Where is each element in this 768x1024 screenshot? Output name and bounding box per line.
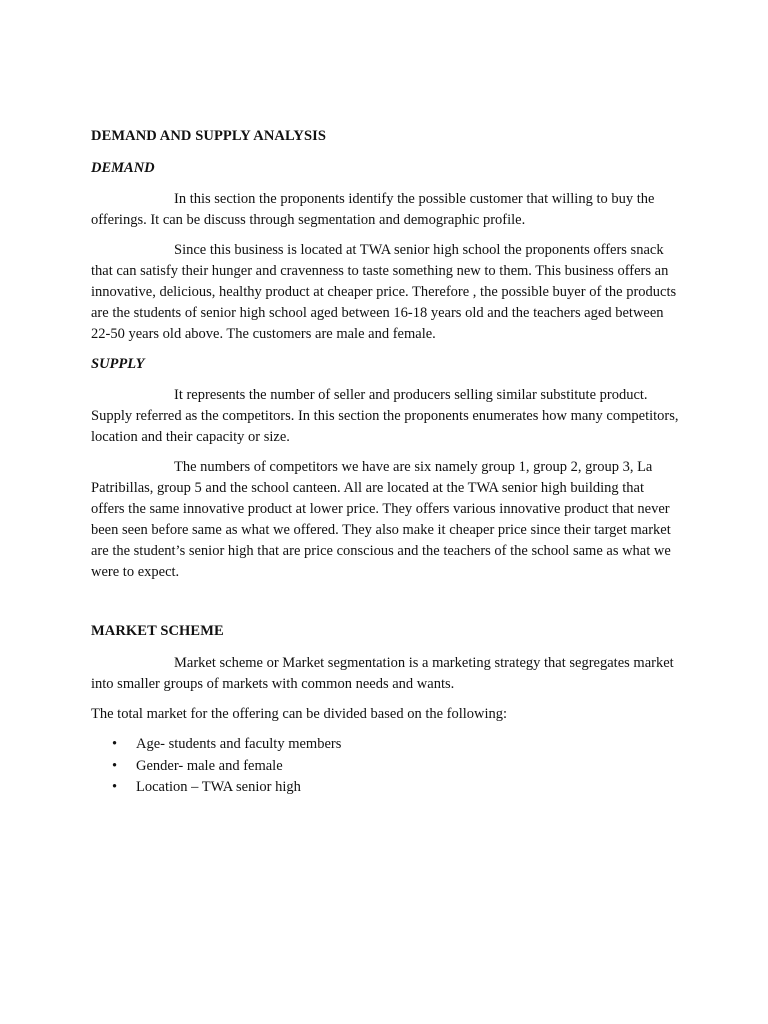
document-page [91,126,681,799]
bullet-icon: • [112,779,118,795]
list-item-text: Location – TWA senior high [136,779,301,795]
list-item [91,756,681,777]
market-scheme-paragraph-1: Market scheme or Market segmentation is a marketing strategy that segregates market into smaller groups of markets with common needs and wants. [91,655,674,692]
bullet-icon: • [112,757,118,774]
demand-heading: DEMAND [91,160,155,176]
demand-paragraph-2: Since this business is located at TWA senior high school the proponents offers snack that can satisfy their hunger and cravenness to taste something new to them. This business offers an innovative, delicious, healthy product at cheaper price. Therefore , the possible buyer of the products are the students of senior high school aged between 16-18 years old and the teachers aged between 22-50 years old above. The customers are male and female. [91,242,677,342]
section-spacer [91,592,681,621]
list-item [91,734,681,755]
market-scheme-intro: The total market for the offering can be divided based on the following: [91,706,508,722]
bullet-icon: • [112,736,118,752]
list-item-text: Gender- male and female [136,757,283,774]
supply-paragraph-1: It represents the number of seller and producers selling similar substitute product. Supply referred as the competitors. In this section the proponents enumerates how many competitors, location and their capacity or size. [91,387,679,445]
list-item [91,777,681,798]
document-title: DEMAND AND SUPPLY ANALYSIS [91,128,327,144]
demand-paragraph-1: In this section the proponents identify the possible customer that willing to buy the offerings. It can be discuss through segmentation and demographic profile. [91,191,655,228]
list-item-text: Age- students and faculty members [136,736,342,752]
supply-heading: SUPPLY [91,356,145,372]
market-scheme-heading: MARKET SCHEME [91,623,224,639]
supply-paragraph-2: The numbers of competitors we have are six namely group 1, group 2, group 3, La Patribillas, group 5 and the school canteen. All are located at the TWA senior high building that offers the same innovative product at lower price. They offers various innovative product that never been seen before same as what we offered. They also make it cheaper price since their target market are the student’s senior high that are price conscious and the teachers of the school same as what we were to expect. [91,459,671,580]
market-segment-list [91,734,681,798]
